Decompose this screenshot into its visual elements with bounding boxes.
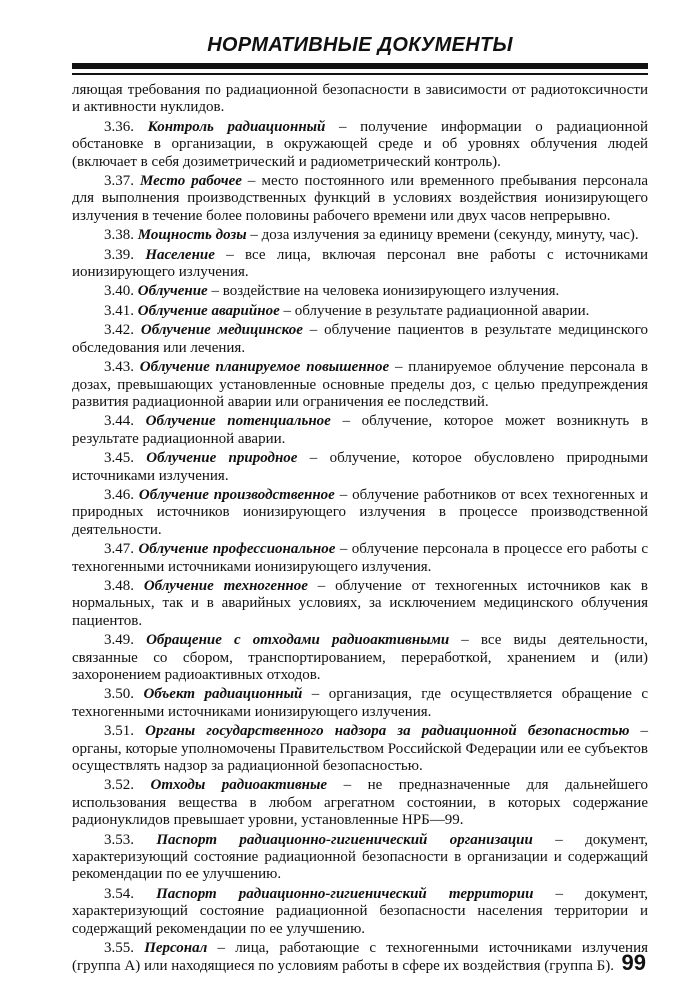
definition-text: облучение, которое может возникнуть в результате радиационной аварии. [72,413,649,447]
definition-separator: – [330,413,362,430]
definition-text: получение информации о радиационной обстановке в организации, в окружающей среде и об уровнях облучения людей (включает в себя дозиметрический и радиометрический контроль). [72,118,649,170]
definition-text: место постоянного или временного пребывания персонала для выполнения производственных функций в условиях воздействия ионизирующего излучения в течение более половины рабочего времени или двух часов непрерывно. [72,173,649,224]
definition-number: 3.48. [104,577,134,594]
definition-item [72,359,648,411]
definition-separator: – [214,246,246,263]
definition-item [72,303,648,320]
definition-term: Облучение медицинское [140,322,303,339]
definition-text: воздействие на человека ионизирующего излучения. [222,283,560,300]
definition-term: Персонал [144,940,208,957]
definition-item [72,723,648,775]
definition-number: 3.54. [104,885,134,902]
definition-text: все виды деятельности, связанные со сбором, транспортированием, переработкой, хранением и (или) захоронением радиоактивных отходов. [72,632,648,683]
definition-item [72,413,648,448]
header-rule-thin [72,73,648,75]
definition-text: облучение работников от всех техногенных и природных источников ионизирующего излучения в процессе производственной деятельности. [72,486,649,538]
definition-term: Контроль радиационный [147,118,326,135]
definition-separator: – [241,173,262,190]
definition-term: Облучение аварийное [137,302,280,319]
definition-text: не предназначенные для дальнейшего использования вещества в любом агрегатном состоянии, в которых содержание радионуклидов превышает уровни, установленные НРБ—99. [72,777,649,829]
page-number: 99 [621,950,646,975]
definition-separator: – [389,359,409,376]
definition-text: облучение в результате радиационной аварии. [294,302,590,319]
running-header: НОРМАТИВНЫЕ ДОКУМЕНТЫ [207,34,513,56]
definition-term: Облучение планируемое повышенное [139,359,390,376]
definition-text: лица, работающие с техногенными источниками излучения (группа А) или находящиеся по условиям работы в сфере их воздействия (группа Б). [72,940,649,974]
definition-number: 3.42. [104,322,134,339]
definition-separator: – [302,686,329,703]
definition-separator: – [246,227,262,244]
definition-separator: – [325,118,361,135]
definition-item [72,450,648,485]
definition-term: Объект радиационный [143,686,303,703]
definition-number: 3.46. [104,486,134,503]
definition-number: 3.38. [104,227,134,244]
definition-number: 3.44. [104,413,134,430]
definition-item [72,487,648,539]
definition-number: 3.55. [104,940,134,957]
definition-term: Место рабочее [140,173,242,190]
definition-text: организация, где осуществляется обращение с техногенными источниками ионизирующего излучения. [72,686,649,720]
definition-term: Мощность дозы [137,227,247,244]
definition-term: Паспорт радиационно-гигиенический территории [156,885,534,902]
definition-text: планируемое облучение персонала в дозах, превышающих установленные основные пределы доз, с целью предупреждения развития радиационной аварии или ограничения ее последствий. [72,359,648,410]
definition-separator: – [629,723,648,740]
definition-text: документ, характеризующий состояние радиационной безопасности населения территории и содержащий рекомендации по ее улучшению. [72,885,649,937]
definition-item [72,173,648,225]
definition-number: 3.53. [104,831,134,848]
definition-item [72,578,648,630]
definition-number: 3.41. [104,302,134,319]
definition-separator: – [302,322,325,339]
definition-number: 3.36. [104,118,134,135]
definition-item [72,247,648,282]
definition-separator: – [327,777,368,794]
definition-separator: – [207,283,223,300]
definition-item [72,541,648,576]
definition-term: Органы государственного надзора за радиационной безопасностью [145,723,630,740]
definition-separator: – [449,632,481,649]
definition-number: 3.40. [104,283,134,300]
definition-item [72,832,648,884]
definition-term: Облучение производственное [138,486,335,503]
definition-number: 3.43. [104,359,134,376]
definition-term: Облучение природное [146,450,298,467]
definition-number: 3.37. [104,173,134,190]
definition-number: 3.50. [104,686,134,703]
definition-separator: – [297,450,330,467]
definition-item [72,283,648,300]
definition-term: Паспорт радиационно-гигиенический организации [156,831,533,848]
definitions-list [72,119,648,975]
definition-term: Облучение техногенное [143,577,308,594]
definition-text: облучение пациентов в результате медицинского обследования или лечения. [72,322,649,356]
definition-separator: – [335,541,352,558]
definition-text: облучение персонала в процессе его работы с техногенными источниками ионизирующего излучения. [72,541,649,575]
definition-separator: – [207,940,236,957]
definition-number: 3.47. [104,541,134,558]
definition-text: органы, которые уполномочены Правительством Российской Федерации или ее субъектов осуществлять надзор за радиационной безопасностью. [72,740,648,775]
header-rule-thick [72,63,648,69]
definition-separator: – [533,885,586,902]
definition-term: Население [145,246,215,263]
definition-number: 3.51. [104,723,134,740]
intro-paragraph: ляющая требования по радиационной безопасности в зависимости от радиотоксичности и активности нуклидов. [72,82,648,116]
definition-number: 3.49. [104,632,134,649]
definition-text: все лица, включая персонал вне работы с источниками ионизирующего излучения. [72,246,649,281]
definition-text: облучение от техногенных источников как в нормальных, так и в аварийных условиях, за исключением медицинского облучения пациентов. [72,577,648,629]
definition-term: Отходы радиоактивные [150,777,328,794]
definition-item [72,886,648,938]
definition-term: Облучение профессиональное [138,541,336,558]
definition-separator: – [307,577,336,594]
definition-item [72,632,648,684]
definition-separator: – [532,831,586,848]
definition-separator: – [279,302,295,319]
definition-number: 3.45. [104,450,134,467]
definition-term: Облучение [137,283,208,300]
definition-item [72,322,648,357]
definition-item [72,119,648,171]
definition-term: Обращение с отходами радиоактивными [146,632,450,649]
definition-text: документ, характеризующий состояние радиационной безопасности в организации и содержащий рекомендации по ее улучшению. [72,831,649,883]
definition-term: Облучение потенциальное [145,413,331,430]
definition-number: 3.52. [104,777,134,794]
document-body [72,82,648,977]
definition-text: облучение, которое обусловлено природными источниками излучения. [72,450,649,484]
definition-item [72,227,648,244]
definition-text: доза излучения за единицу времени (секунду, минуту, час). [261,227,639,244]
definition-item [72,777,648,829]
definition-separator: – [334,486,353,503]
definition-number: 3.39. [104,246,134,263]
definition-item [72,940,648,975]
definition-item [72,686,648,721]
